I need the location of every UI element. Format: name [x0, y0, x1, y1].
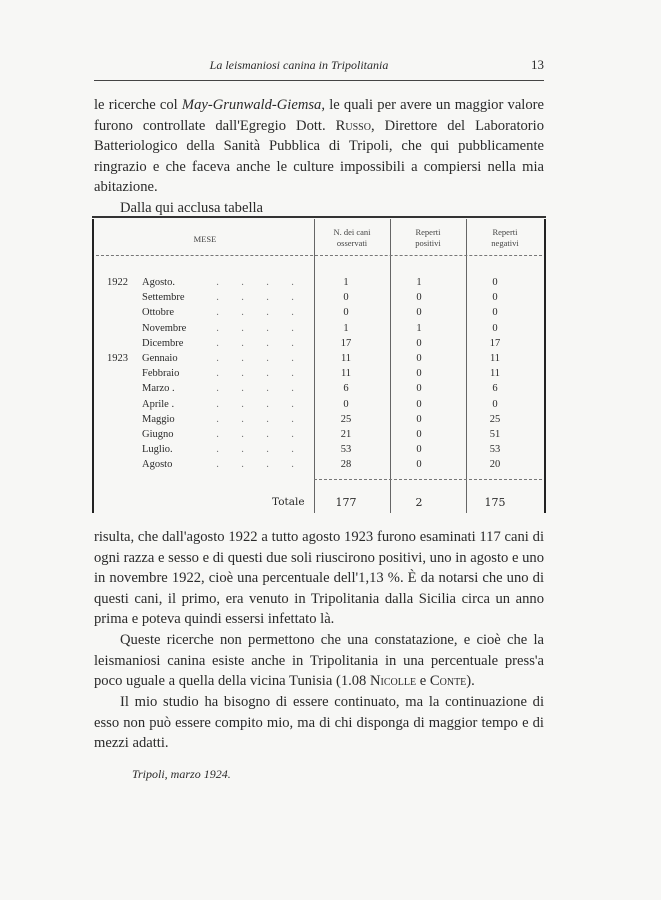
table-row — [92, 323, 546, 338]
header-negative: Reperti negativi — [491, 227, 519, 248]
running-title: La leismaniosi canina in Tripolitania — [209, 58, 389, 72]
row-negative: 6 — [492, 383, 498, 395]
table-row — [92, 444, 546, 459]
row-negative: 0 — [492, 292, 498, 304]
row-year: 1922 — [107, 277, 128, 288]
author-russo: Russo — [335, 117, 371, 134]
total-separator — [314, 479, 542, 480]
paragraph-1 — [94, 95, 544, 218]
header-observed: N. dei cani osservati — [333, 227, 371, 248]
leader-dots: . . . . — [216, 383, 294, 395]
table-row — [92, 414, 546, 429]
page-header — [94, 58, 544, 76]
row-observed: 11 — [340, 353, 352, 364]
row-observed: 21 — [340, 429, 352, 440]
paragraph-3: risulta, che dall'agosto 1922 a tutto agosto 1923 furono esaminati 117 cani di ogni razza e sesso e di questi due soli riuscirono positivi, uno in agosto e uno in novembre 1922, cioè una percentuale dell'1,13 %. È da notarsi che uno di questi cani, il primo, era venuto in Tripolitania dalla Sicilia circa un anno prima e poteva quindi essersi infettato là. — [94, 529, 544, 627]
page-number: 13 — [531, 57, 544, 72]
row-negative: 20 — [489, 459, 501, 471]
row-negative: 0 — [492, 277, 498, 288]
leader-dots: . . . . — [216, 368, 294, 380]
leader-dots: . . . . — [216, 307, 294, 319]
leader-dots: . . . . — [216, 322, 294, 334]
row-observed: 25 — [340, 413, 352, 425]
row-month: Agosto — [142, 459, 173, 471]
row-month: Novembre — [142, 322, 187, 334]
data-table — [92, 215, 546, 513]
row-negative: 53 — [489, 444, 501, 456]
row-positive: 1 — [416, 277, 422, 288]
row-month: Dicembre — [142, 337, 184, 349]
table-row — [92, 368, 546, 383]
leader-dots: . . . . — [216, 459, 294, 471]
table-row — [92, 353, 546, 368]
row-positive: 0 — [416, 413, 422, 425]
row-month: Agosto. — [142, 277, 175, 288]
row-positive: 0 — [416, 444, 422, 456]
row-positive: 0 — [416, 459, 422, 471]
header-rule — [94, 80, 544, 81]
leader-dots: . . . . — [216, 277, 294, 288]
stain-name: May-Grunwald-Giemsa, — [181, 97, 326, 113]
row-positive: 0 — [416, 353, 422, 364]
row-negative: 11 — [489, 353, 501, 364]
row-positive: 0 — [416, 307, 422, 319]
total-label: Totale — [272, 496, 305, 508]
paragraph-4: Queste ricerche non permettono che una constatazione, e cioè che la leismaniosi canina esiste anche in Tripolitania in una percentuale press'a poco uguale a quella della vicina Tunisia (1.08 Nicolle e Conte). — [94, 632, 544, 689]
leader-dots: . . . . — [216, 429, 294, 440]
table-row — [92, 399, 546, 414]
row-negative: 0 — [492, 398, 498, 410]
table-row — [92, 459, 546, 474]
header-mese: MESE — [193, 234, 217, 244]
row-positive: 0 — [416, 337, 422, 349]
row-month: Marzo . — [142, 383, 175, 395]
table-row — [92, 383, 546, 398]
leader-dots: . . . . — [216, 292, 294, 304]
row-negative: 17 — [489, 337, 501, 349]
leader-dots: . . . . — [216, 413, 294, 425]
row-positive: 0 — [416, 383, 422, 395]
table-row — [92, 429, 546, 444]
row-observed: 28 — [340, 459, 352, 471]
row-positive: 0 — [416, 368, 422, 380]
table-row — [92, 338, 546, 353]
closing-signature: Tripoli, marzo 1924. — [132, 767, 231, 781]
paragraph-ricerche: le ricerche col May-Grunwald-Giemsa, le quali per avere un maggior valore furono controllate dall'Egregio Dott. Russo, Direttore del Laboratorio Batteriologico della Sanità Pubblica di Tripoli, che qui pubblicamente ringrazio e che faceva anche le culture impossibili a compiersi nella mia abitazione. — [94, 97, 545, 195]
leader-dots: . . . . — [216, 398, 294, 410]
total-negative: 175 — [484, 496, 506, 509]
row-month: Luglio. — [142, 444, 173, 456]
row-month: Aprile . — [142, 398, 175, 410]
total-observed: 177 — [335, 496, 357, 509]
row-positive: 0 — [416, 429, 422, 440]
row-positive: 1 — [416, 322, 422, 334]
table-row — [92, 292, 546, 307]
row-positive: 0 — [416, 292, 422, 304]
row-month: Settembre — [142, 292, 185, 304]
leader-dots: . . . . — [216, 353, 294, 364]
header-separator — [96, 255, 542, 256]
row-month: Maggio — [142, 413, 175, 425]
leader-dots: . . . . — [216, 337, 294, 349]
row-negative: 25 — [489, 413, 501, 425]
row-negative: 0 — [492, 322, 498, 334]
leader-dots: . . . . — [216, 444, 294, 456]
table-top-rule — [92, 216, 546, 218]
row-observed: 1 — [343, 277, 349, 288]
row-month: Ottobre — [142, 307, 175, 319]
paragraph-5: Il mio studio ha bisogno di essere continuato, ma la continuazione di esso non può essere compito mio, ma di chi disponga di maggior tempo e di mezzi adatti. — [94, 694, 544, 751]
table-row — [92, 307, 546, 322]
row-year: 1923 — [107, 353, 128, 364]
row-observed: 11 — [340, 368, 352, 380]
row-observed: 6 — [343, 383, 349, 395]
total-positive: 2 — [415, 496, 423, 509]
row-observed: 0 — [343, 307, 349, 319]
author-nicolle: Nicolle — [370, 673, 417, 689]
row-observed: 0 — [343, 292, 349, 304]
paragraph-tabella-intro: Dalla qui acclusa tabella — [120, 199, 264, 216]
row-month: Febbraio — [142, 368, 180, 380]
row-month: Giugno — [142, 429, 174, 440]
row-positive: 0 — [416, 398, 422, 410]
row-month: Gennaio — [142, 353, 178, 364]
row-observed: 0 — [343, 398, 349, 410]
table-row — [92, 277, 546, 292]
row-observed: 1 — [343, 322, 349, 334]
row-observed: 53 — [340, 444, 352, 456]
header-positive: Reperti positivi — [415, 227, 441, 248]
row-negative: 0 — [492, 307, 498, 319]
row-observed: 17 — [340, 337, 352, 349]
row-negative: 51 — [489, 429, 501, 440]
author-conte: Conte — [429, 673, 467, 689]
row-negative: 11 — [489, 368, 501, 380]
